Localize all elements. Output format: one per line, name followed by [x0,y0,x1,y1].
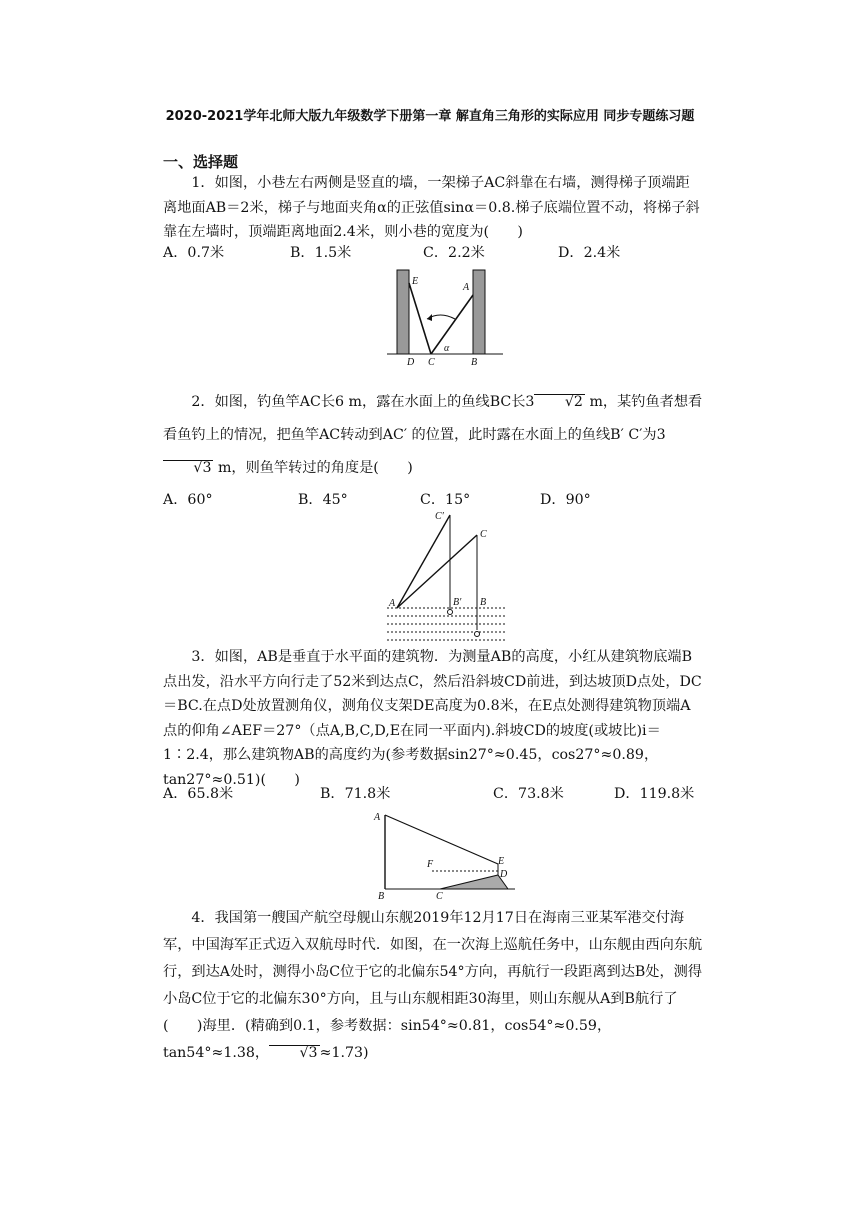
option-c: C．2.2米 [423,245,485,261]
label-b: B [471,357,478,368]
sqrt-3: √ 3 [163,460,213,475]
question-2-text-a: 2．如图，钓鱼竿AC长6 m，露在水面上的鱼线BC长3 [191,394,535,410]
question-4 [163,905,703,1067]
arrow-head [427,314,432,321]
rod-ac [397,535,477,608]
figure-3-building [370,807,530,899]
question-4-text-b: ≈1.73) [319,1045,369,1061]
sqrt-3: √ 3 [269,1045,319,1060]
option-a: A．60° [163,492,213,508]
ladder-right [431,295,473,354]
label-c: C [436,891,443,899]
label-e: E [498,856,505,867]
label-b: B [480,597,487,608]
label-c: C [480,529,487,540]
question-4-text [163,905,703,1067]
label-d: D [407,357,415,368]
section-heading: 一、选择题 [163,153,239,171]
question-1-text: 1．如图，小巷左右两侧是竖直的墙，一架梯子AC斜靠在右墙，测得梯子顶端距离地面AB＝2米，梯子与地面夹角α的正弦值sinα＝0.8.梯子底端位置不动，将梯子斜靠在左墙时，顶端距离地面2.4米，则小巷的宽度为( ) [163,175,700,240]
float-b [475,632,480,637]
option-c: C．73.8米 [493,786,564,802]
option-d: D．90° [540,492,591,508]
page-title: 2020-2021学年北师大版九年级数学下册第一章 解直角三角形的实际应用 同步专题练习题 [165,109,695,124]
question-3 [163,645,703,792]
float-b-prime [448,610,453,615]
option-b: B．45° [298,492,348,508]
label-f: F [427,859,434,870]
option-a: A．0.7米 [163,245,225,261]
option-b: B．71.8米 [320,786,391,802]
option-c: C．15° [420,492,471,508]
option-d: D．2.4米 [558,245,621,261]
question-3-text: 3．如图，AB是垂直于水平面的建筑物．为测量AB的高度，小红从建筑物底端B点出发，沿水平方向行走了52米到达点C，然后沿斜坡CD前进，到达坡顶D点处，DC＝BC.在点D处放置测角仪，测角仪支架DE高度为0.8米，在E点处测得建筑物顶端A点的仰角∠AEF＝27°（点A,B,C,D,E在同一平面内).斜坡CD的坡度(或坡比)i＝1∶2.4，那么建筑物AB的高度约为(参考数据sin27°≈0.45，cos27°≈0.89，tan27°≈0.51)( ) [163,649,702,788]
label-e: E [412,276,419,287]
sqrt-2: √ 2 [534,394,584,409]
rod-ac-prime [397,515,450,608]
figure-1-ladder [385,265,505,370]
sight-line-ae [385,815,498,864]
option-a: A．65.8米 [163,786,234,802]
label-b-prime: B′ [453,597,462,608]
slope-cd [440,875,508,889]
label-d: D [500,869,508,880]
question-2-text [163,386,703,485]
label-a: A [389,598,396,609]
label-b: B [378,891,385,899]
label-a: A [463,282,470,293]
question-4-text-a: 4．我国第一艘国产航空母舰山东舰2019年12月17日在海南三亚某军港交付海军，中国海军正式迈入双航母时代．如图，在一次海上巡航任务中，山东舰由西向东航行，到达A处时，测得小岛C位于它的北偏东54°方向，再航行一段距离到达B处，测得小岛C位于它的北偏东30°方向，且与山东舰相距30海里，则山东舰从A到B航行了( )海里．(精确到0.1，参考数据：sin54°≈0.81，cos54°≈0.59，tan54°≈1.38， [163,910,703,1061]
figure-2-fishing-rod [385,505,510,645]
label-a: A [374,812,381,823]
label-c-prime: C′ [435,511,444,522]
option-b: B．1.5米 [290,245,352,261]
left-wall [397,270,409,354]
label-alpha: α [444,343,450,354]
label-c: C [428,357,435,368]
question-2-text-c: m，则鱼竿转过的角度是( ) [213,460,413,476]
right-wall [473,270,485,354]
option-d: D．119.8米 [614,786,695,802]
question-2-text-b: m，某钓鱼者想看看鱼钓上的情况，把鱼竿AC转动到AC′ 的位置，此时露在水面上的鱼线B′ C′为3 [163,394,703,443]
question-2 [163,386,703,485]
question-1 [163,171,703,245]
